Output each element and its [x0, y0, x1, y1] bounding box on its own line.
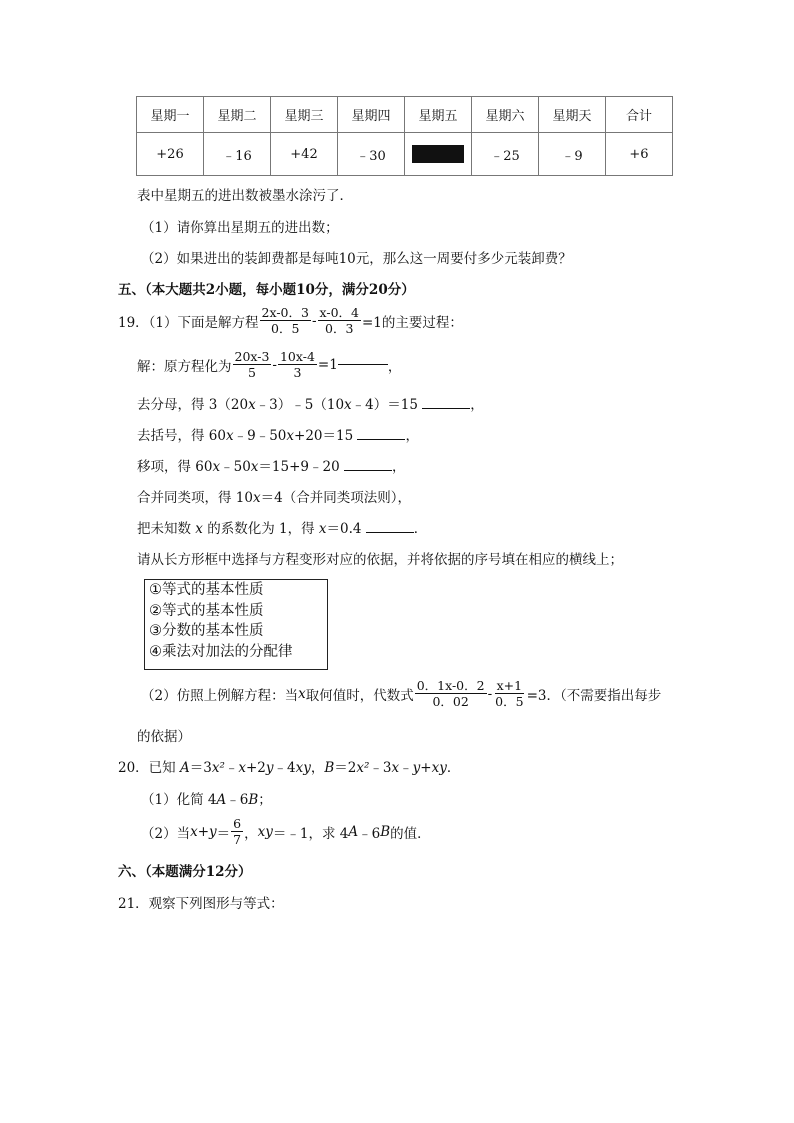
step-text: ＝15+9﹣20	[258, 459, 344, 475]
denominator: 3	[293, 365, 302, 380]
q20-text: ＝﹣1，求 4	[272, 825, 349, 842]
equals-one: =1	[317, 356, 338, 373]
q20-part2	[141, 816, 431, 847]
solution-label: 解：原方程化为	[137, 358, 232, 375]
q20-text: ﹣3	[369, 760, 392, 776]
step-text: 的系数化为 1，得	[202, 521, 319, 537]
basis-item-1: ①等式的基本性质	[149, 582, 264, 598]
value-cell: +26	[137, 133, 204, 176]
ink-smudge-cell	[405, 133, 472, 176]
q19-part2	[141, 678, 661, 709]
var-xy: xy	[431, 760, 447, 776]
q20-text: ，	[244, 825, 258, 842]
step-text: 去括号，得 60	[137, 428, 226, 444]
header-cell: 合计	[606, 97, 673, 133]
step-text: 把未知数	[137, 521, 196, 537]
var-x: x	[344, 397, 352, 413]
q18-part2: （2）如果进出的装卸费都是每吨10元，那么这一周要付多少元装卸费？	[141, 251, 572, 267]
var-x: x	[225, 428, 234, 444]
q20-text: （2）当	[141, 825, 191, 842]
q19-part2-continued: 的依据）	[137, 729, 191, 745]
basis-item-4: ④乘法对加法的分配律	[149, 643, 293, 660]
var-xy: xy	[257, 823, 273, 840]
q20-text: ﹣6	[358, 825, 381, 842]
comma: ，	[391, 459, 406, 475]
q20-text: ﹣4	[273, 760, 296, 776]
numerator: 6	[233, 816, 242, 831]
q20-text: +2	[245, 760, 266, 776]
fraction	[233, 349, 272, 380]
fraction	[318, 305, 361, 336]
minus-sign: -	[272, 356, 277, 373]
fraction	[493, 678, 525, 709]
header-cell: 星期三	[271, 97, 338, 133]
solution-step-4	[137, 455, 405, 475]
q19-intro-tail: =1的主要过程：	[361, 314, 463, 331]
q21-statement: 21．观察下列图形与等式：	[118, 896, 284, 912]
var-B: B	[380, 823, 391, 840]
header-cell: 星期天	[539, 97, 606, 133]
numerator: x-0．4	[319, 305, 359, 320]
q20-text: ﹣	[224, 760, 239, 776]
value-cell: ﹣9	[539, 133, 606, 176]
var-x: x	[195, 521, 203, 537]
step-text: ﹣9﹣50	[233, 428, 287, 444]
value-cell: +6	[606, 133, 673, 176]
denominator: 0．3	[325, 321, 354, 336]
var-A: A	[179, 760, 190, 776]
q20-text: ＝2	[334, 760, 357, 776]
q19-intro-text: 19．（1）下面是解方程	[118, 314, 259, 331]
q19-instruction: 请从长方形框中选择与方程变形对应的依据，并将依据的序号填在相应的横线上；	[137, 552, 623, 568]
numerator: x+1	[496, 678, 523, 693]
basis-item-3: ③分数的基本性质	[149, 623, 264, 639]
var-xy: xy	[295, 760, 311, 776]
comma: ，	[470, 397, 484, 413]
answer-blank[interactable]	[422, 408, 470, 409]
var-y: y	[265, 760, 274, 776]
var-A: A	[348, 823, 359, 840]
weekly-table	[136, 96, 673, 176]
var-x: x	[252, 490, 261, 506]
solution-step-6	[137, 517, 427, 537]
q20-text: （1）化简 4	[141, 792, 217, 808]
q18-note: 表中星期五的进出数被墨水涂污了．	[137, 188, 353, 204]
var-y: y	[412, 760, 421, 776]
table-value-row	[137, 133, 673, 176]
solution-step-2	[137, 393, 484, 413]
step-text: 合并同类项，得 10	[137, 490, 253, 506]
denominator: 0．02	[432, 694, 469, 709]
denominator: 0．5	[495, 694, 524, 709]
step-text: ﹣4）＝15	[351, 397, 423, 413]
header-cell: 星期六	[472, 97, 539, 133]
header-cell: 星期二	[204, 97, 271, 133]
q19-intro	[118, 305, 463, 336]
section-5-heading: 五、（本大题共2小题，每小题10分，满分20分）	[118, 282, 415, 298]
q18-part1: （1）请你算出星期五的进出数；	[141, 220, 339, 236]
answer-blank[interactable]	[366, 532, 414, 533]
solution-step-5	[137, 486, 411, 506]
q20-text: ；	[258, 792, 272, 808]
q19-part2-text: 取何值时，代数式	[305, 687, 414, 704]
q19-part2-text: （2）仿照上例解方程：当	[141, 687, 299, 704]
equals-sign: ＝	[216, 825, 231, 842]
value-cell: +42	[271, 133, 338, 176]
solution-step-1	[137, 349, 401, 380]
q20-part1	[141, 788, 272, 808]
var-x: x	[238, 760, 246, 776]
q19-part2-tail: =3．（不需要指出每步	[526, 687, 662, 704]
var-x: x	[298, 685, 306, 702]
answer-blank[interactable]	[357, 439, 405, 440]
step-text: ＝0.4	[326, 521, 366, 537]
numerator: 2x-0．3	[261, 305, 309, 320]
q20-text: ﹣	[399, 760, 413, 776]
var-x: x	[286, 428, 295, 444]
step-text: 去分母，得 3（20	[137, 397, 249, 413]
fraction	[278, 349, 317, 380]
step-text: ﹣3）﹣5（10	[255, 397, 345, 413]
denominator: 0．5	[271, 321, 300, 336]
comma: ，	[405, 428, 419, 444]
q20-text: ，	[310, 760, 325, 776]
comma: ，	[387, 358, 402, 375]
var-x: x	[212, 459, 221, 475]
var-x: x	[250, 459, 259, 475]
step-text: ＝4（合并同类项法则），	[260, 490, 411, 506]
numerator: 0．1x-0．2	[416, 678, 485, 693]
answer-blank[interactable]	[338, 364, 388, 365]
q20-text: 的值．	[390, 825, 431, 842]
step-text: 移项，得 60	[137, 459, 213, 475]
header-cell: 星期一	[137, 97, 204, 133]
answer-blank[interactable]	[344, 470, 392, 471]
var-x: x	[248, 397, 256, 413]
denominator: 7	[233, 832, 242, 847]
basis-item-2: ②等式的基本性质	[149, 602, 264, 619]
var-A: A	[216, 792, 227, 808]
q20-text: +	[420, 760, 432, 776]
q20-text: ＝3	[189, 760, 212, 776]
minus-sign: -	[487, 685, 493, 702]
section-6-heading: 六、（本题满分12分）	[118, 864, 252, 880]
denominator: 5	[247, 365, 256, 380]
fraction	[415, 678, 487, 709]
value-cell: ﹣25	[472, 133, 539, 176]
var-B: B	[324, 760, 335, 776]
header-cell: 星期四	[338, 97, 405, 133]
var-x-plus-y: x+y	[190, 823, 217, 840]
minus-sign: -	[311, 312, 317, 329]
table-header-row	[137, 97, 673, 133]
fraction	[231, 816, 243, 847]
q20-text: ﹣6	[226, 792, 249, 808]
fraction	[260, 305, 311, 336]
var-x: x	[318, 521, 327, 537]
step-text: ﹣50	[220, 459, 251, 475]
numerator: 10x-4	[279, 349, 315, 364]
var-x-squared: x²	[356, 760, 370, 776]
header-cell: 星期五	[405, 97, 472, 133]
var-B: B	[248, 792, 259, 808]
q20-text: 20．已知	[118, 760, 180, 776]
ink-smudge	[412, 145, 464, 163]
basis-box	[144, 579, 328, 670]
q20-statement	[118, 756, 460, 776]
numerator: 20x-3	[234, 349, 270, 364]
value-cell: ﹣30	[338, 133, 405, 176]
step-text: +20＝15	[294, 428, 358, 444]
value-cell: ﹣16	[204, 133, 271, 176]
solution-step-3	[137, 424, 419, 444]
var-x-squared: x²	[211, 760, 225, 776]
q20-text: ．	[446, 760, 461, 776]
period: ．	[413, 521, 428, 537]
var-x: x	[391, 760, 400, 776]
